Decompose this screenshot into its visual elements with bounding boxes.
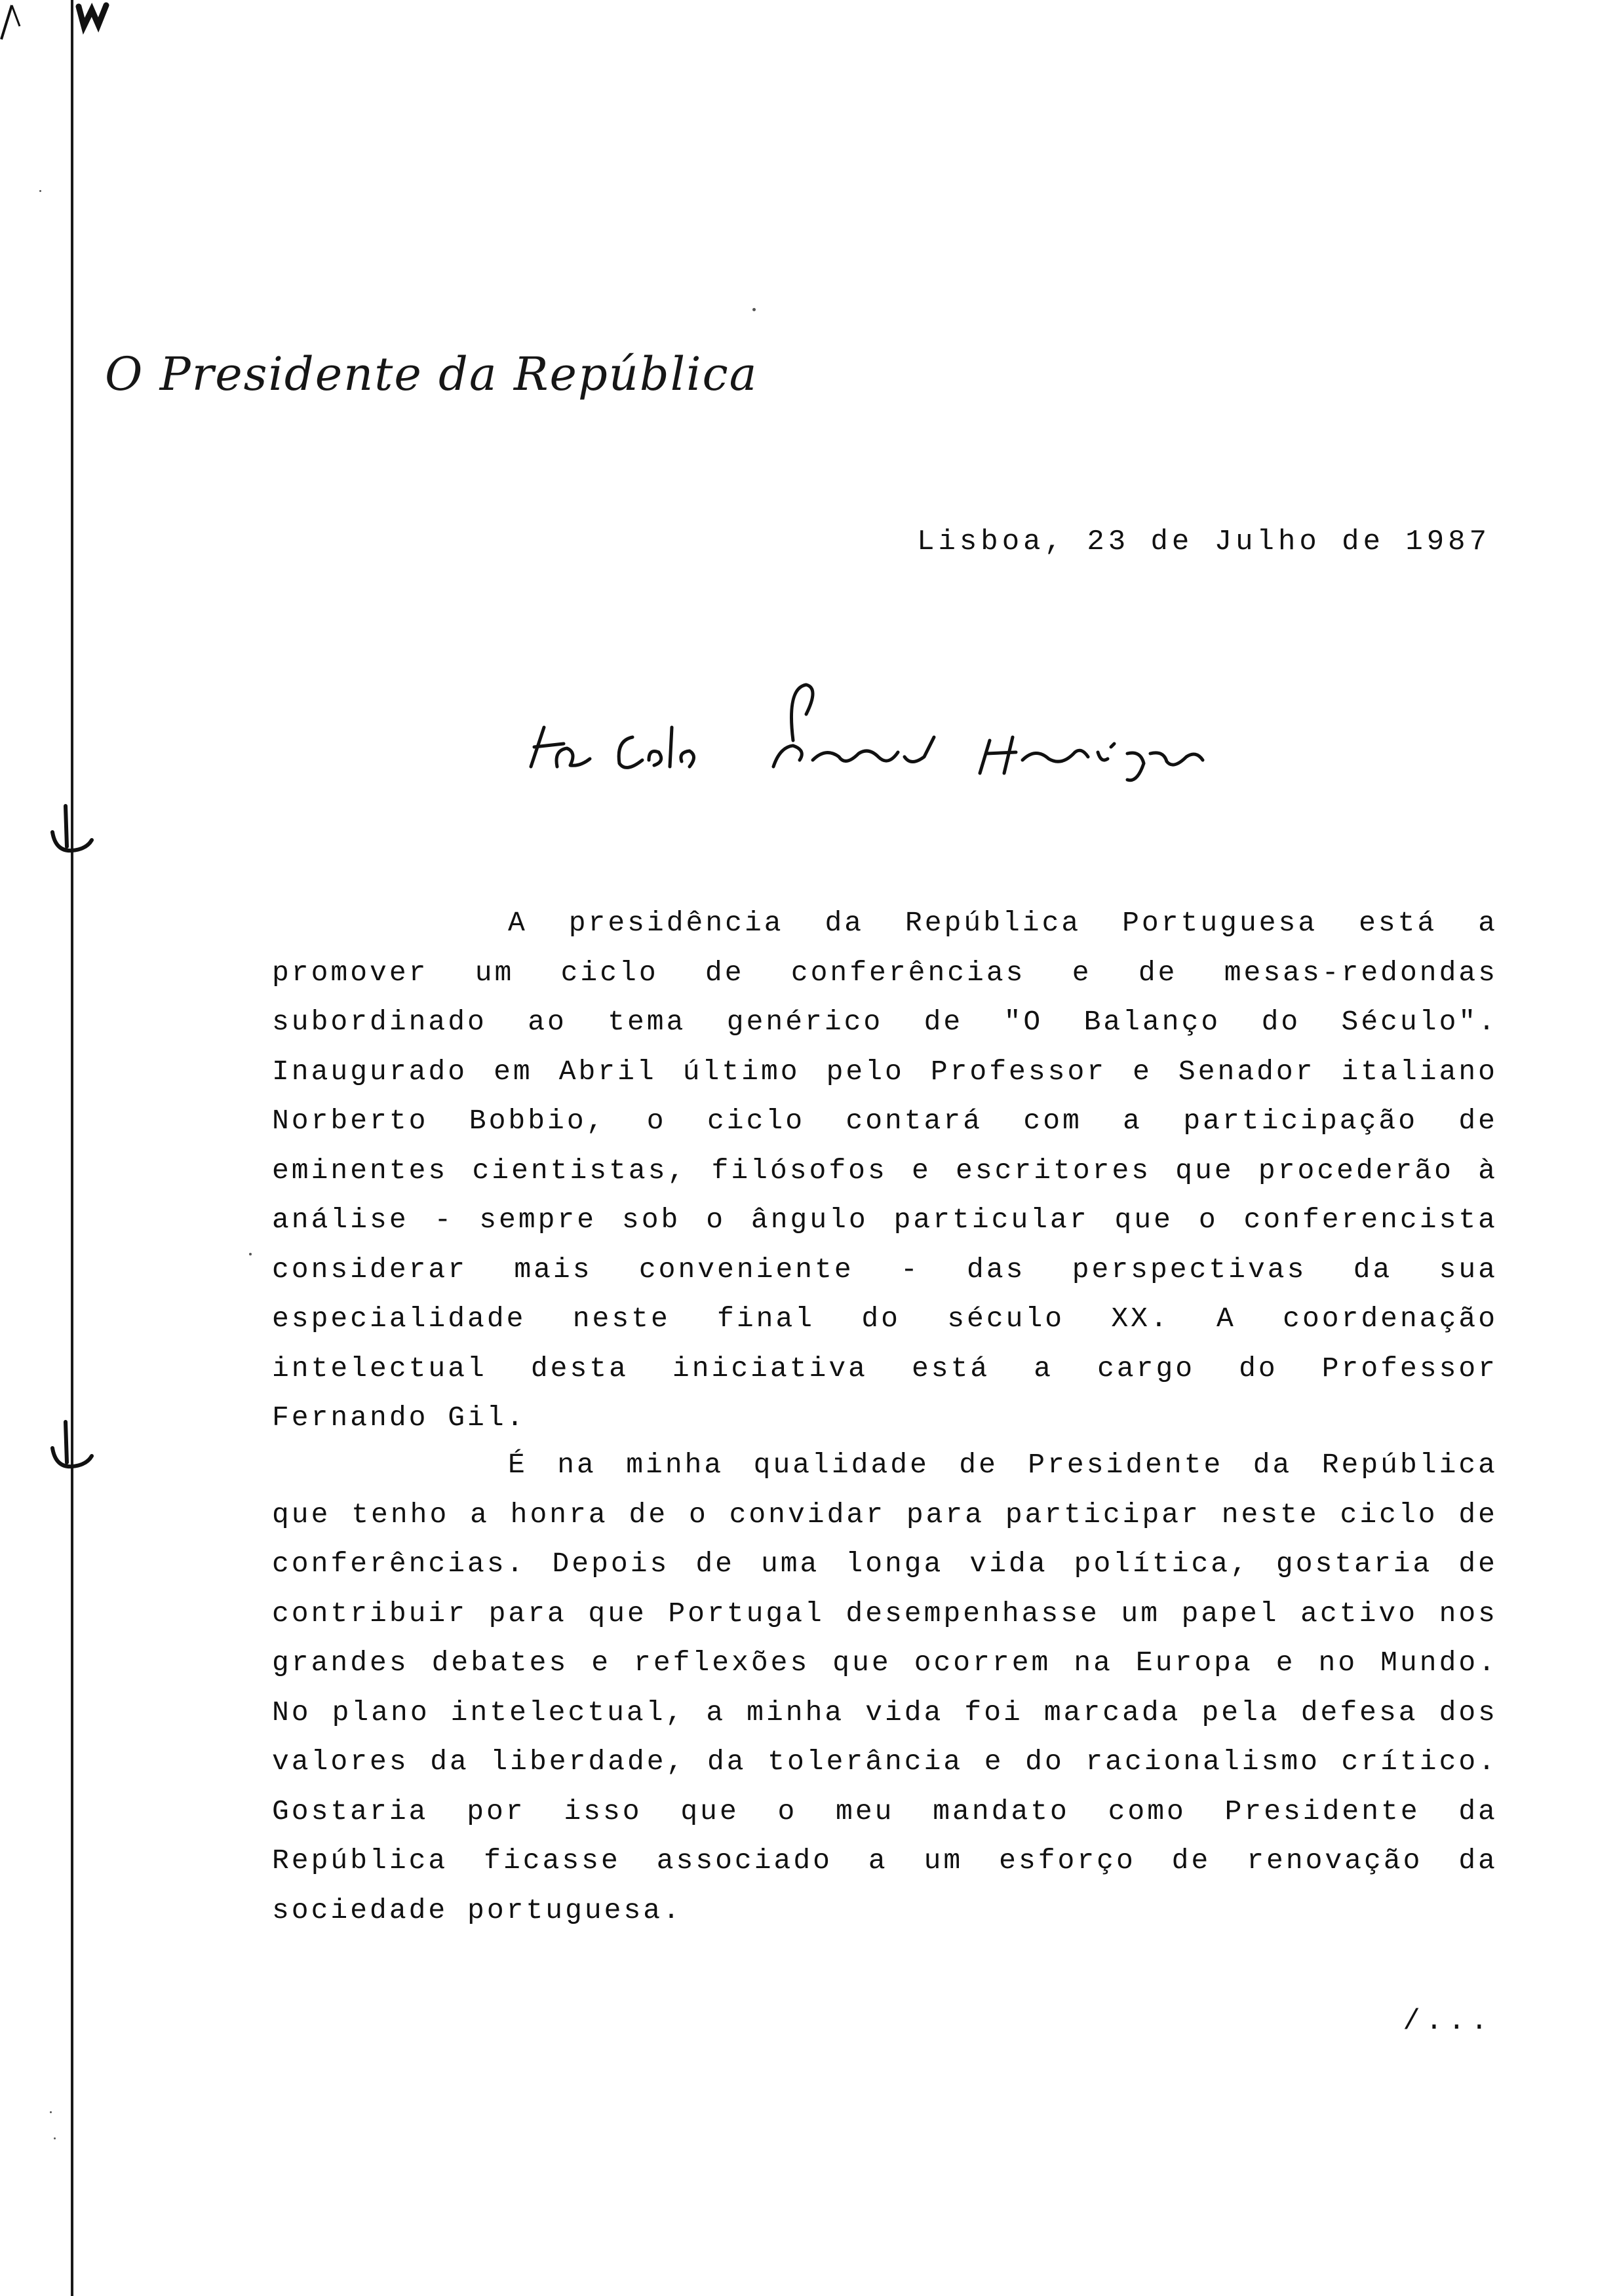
body-paragraph-2: É na minha qualidade de Presidente da República que tenho a honra de o convidar para participar neste ciclo de conferências. Depois de uma longa vida política, gostaria de contribuir para que Portugal desempenhasse um papel activo nos grandes debates e reflexões que ocorrem na Europa e no Mundo. No plano intelectual, a minha vida foi marcada pela defesa dos valores da liberdade, da tolerância e do racionalismo crítico. Gostaria por isso que o meu mandato como Presidente da República ficasse associado a um esforço de renovação da sociedade portuguesa. — [272, 1449, 1498, 1926]
punch-hole-mark-bottom — [46, 1415, 98, 1474]
punch-hole-mark-top — [46, 799, 98, 858]
corner-scribble-mark — [0, 0, 157, 46]
body-paragraph-1: A presidência da República Portuguesa está a promover um ciclo de conferências e de mesas-redondas subordinado ao tema genérico de "O Balanço do Século". Inaugurado em Abril último pelo Professor e Senador italiano Norberto Bobbio, o ciclo contará com a participação de eminentes cientistas, filósofos e escritores que procederão à análise - sempre sob o ângulo particular que o conferencista considerar mais conveniente - das perspectivas da sua especialidade neste final do século XX. A coordenação intelectual desta iniciativa está a cargo do Professor Fernando Gil. — [272, 907, 1498, 1434]
handwritten-salutation — [518, 675, 1252, 786]
letterhead: O Presidente da República — [105, 347, 758, 401]
binding-line — [71, 0, 73, 2296]
letter-date: Lisboa, 23 de Julho de 1987 — [917, 526, 1490, 558]
continuation-mark: /... — [1403, 2005, 1493, 2038]
